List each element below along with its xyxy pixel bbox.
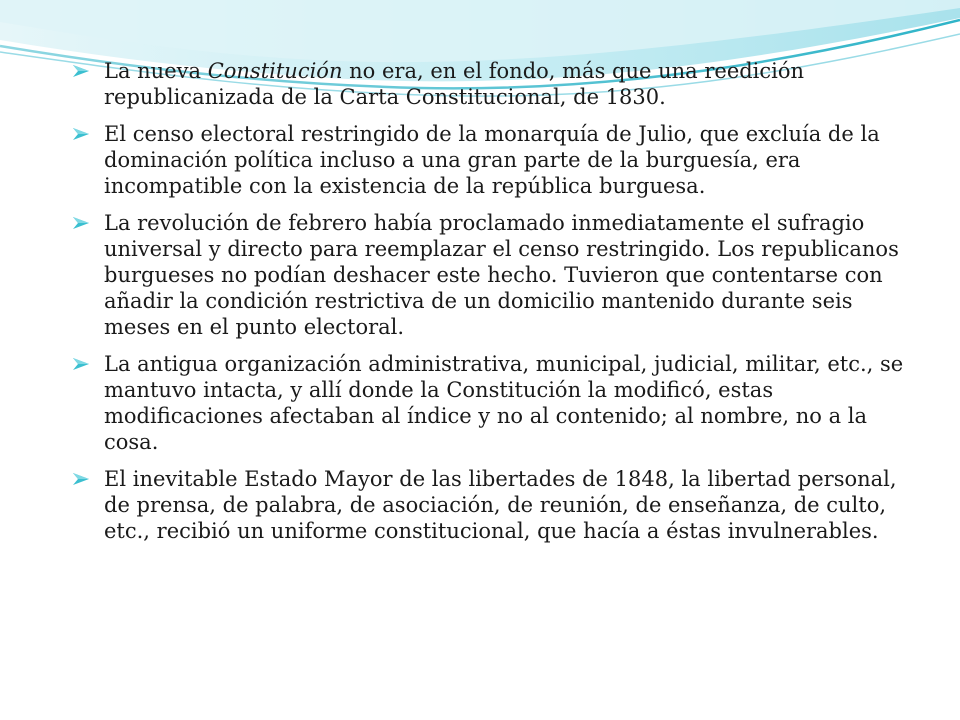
arrow-bullet-icon [72, 215, 90, 231]
bullet-item [72, 466, 922, 544]
bullet-list [72, 58, 922, 544]
bullet-text: El censo electoral restringido de la monarquía de Julio, que excluía de la dominación política incluso a una gran parte de la burguesía, era incompatible con la existencia de la república burguesa. [104, 122, 880, 198]
bullet-item [72, 210, 922, 340]
bullet-text: La revolución de febrero había proclamado inmediatamente el sufragio universal y directo para reemplazar el censo restringido. Los republicanos burgueses no podían deshacer este hecho. Tuvieron que contentarse con añadir la condición restrictiva de un domicilio mantenido durante seis meses en el punto electoral. [104, 211, 899, 339]
bullet-item [72, 121, 922, 199]
content-area [72, 58, 922, 555]
arrow-bullet-icon [72, 356, 90, 372]
bullet-item [72, 351, 922, 455]
bullet-text: El inevitable Estado Mayor de las libertades de 1848, la libertad personal, de prensa, de palabra, de asociación, de reunión, de enseñanza, de culto, etc., recibió un uniforme constitucional, que hacía a éstas invulnerables. [104, 467, 897, 543]
arrow-bullet-icon [72, 126, 90, 142]
bullet-text: La antigua organización administrativa, municipal, judicial, militar, etc., se mantuvo intacta, y allí donde la Constitución la modificó, estas modificaciones afectaban al índice y no al contenido; al nombre, no a la cosa. [104, 352, 904, 454]
bullet-item [72, 58, 922, 110]
arrow-bullet-icon [72, 471, 90, 487]
arrow-bullet-icon [72, 63, 90, 79]
bullet-text: La nueva Constitución no era, en el fondo, más que una reedición republicanizada de la Carta Constitucional, de 1830. [104, 59, 805, 109]
